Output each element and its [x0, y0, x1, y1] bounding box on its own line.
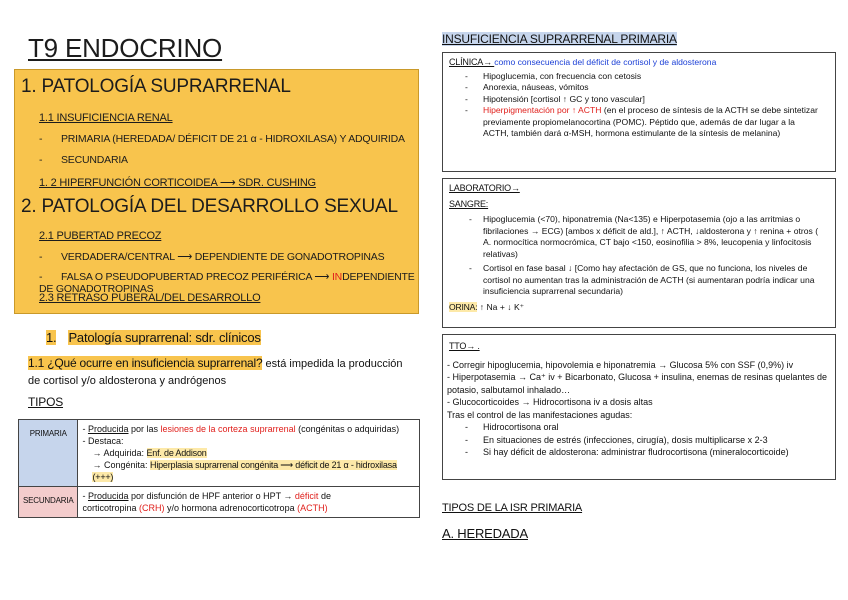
list-item: - Hiperpigmentación por ↑ ACTH (en el proceso de síntesis de la ACTH se debe sintetizar previamente propiomelanocortina (POMC). Péptido que, además de dar lugar a la ACTH, también dará α-MSH, hormona estimulante de la síntesis de melanina) — [443, 105, 835, 140]
list-item: - En situaciones de estrés (infecciones, cirugía), dosis multiplicarse x 2-3 — [443, 434, 835, 447]
clinica-list — [443, 71, 835, 140]
tipos-isr-heading: TIPOS DE LA ISR PRIMARIA — [442, 502, 583, 514]
sangre-label: SANGRE: — [449, 198, 489, 209]
list-item: - Hidrocortisona oral — [443, 421, 835, 434]
clinica-header: CLÍNICA→ como consecuencia del déficit de cortisol y de aldosterona — [449, 57, 717, 67]
secundaria-key: SECUNDARIA — [19, 487, 78, 518]
primaria-content: - Producida por las lesiones de la corteza suprarrenal (congénitas o adquiridas) - Destaca: → Adquirida: Enf. de Addison → Congénita: Hiperplasia suprarrenal congénita ⟶ déficit de 21 α - hidroxilasa (+++) — [78, 420, 420, 487]
right-title: INSUFICIENCIA SUPRARRENAL PRIMARIA — [442, 32, 677, 46]
primaria-key: PRIMARIA — [19, 420, 78, 487]
tto-line: - Glucocorticoides → Hidrocortisona iv a dosis altas — [447, 397, 653, 407]
clinica-box — [442, 52, 836, 172]
secundaria-content: - Producida por disfunción de HPF anterior o HPT → déficit de corticotropina (CRH) y/o hormona adrenocorticotropa (ACTH) — [78, 487, 420, 518]
section-heading: 1. Patología suprarrenal: sdr. clínicos — [46, 330, 261, 345]
outline-heading-2: 2. PATOLOGÍA DEL DESARROLLO SEXUAL — [21, 196, 398, 217]
list-item: - Hipoglucemia, con frecuencia con cetosis — [443, 71, 835, 83]
list-item: - Anorexia, náuseas, vómitos — [443, 82, 835, 94]
types-table — [18, 419, 420, 518]
sangre-list — [443, 214, 835, 298]
tratamiento-box — [442, 334, 836, 480]
outline-item-1-1: 1.1 INSUFICIENCIA RENAL — [39, 112, 173, 124]
question-paragraph: 1.1 ¿Qué ocurre en insuficiencia suprarrenal? está impedida la producción de cortisol y/o aldosterona y andrógenos — [28, 356, 403, 387]
list-item: - Cortisol en fase basal ↓ [Como hay afectación de GS, que no funciona, los niveles de cortisol no aumentan tras la administración de ACTH (si aumentaran podría indicar una insuficiencia suprarrenal secundaria) — [443, 263, 835, 298]
tto-list — [443, 421, 835, 459]
table-row — [19, 420, 420, 487]
outline-item-1-2: 1. 2 HIPERFUNCIÓN CORTICOIDEA ⟶ SDR. CUSHING — [39, 177, 316, 189]
orina-line: ORINA: ↑ Na + ↓ K⁺ — [449, 301, 525, 312]
outline-box — [14, 69, 419, 314]
tto-line: - Corregir hipoglucemia, hipovolemia e hiponatremia → Glucosa 5% con SSF (0,9%) iv — [447, 359, 794, 370]
laboratorio-header: LABORATORIO→ — [449, 183, 520, 193]
outline-item-2-1: 2.1 PUBERTAD PRECOZ — [39, 230, 162, 242]
outline-item-2-3: 2.3 RETRASO PUBERAL/DEL DESARROLLO — [39, 292, 261, 304]
list-item: - Si hay déficit de aldosterona: administrar fludrocortisona (mineralocorticoide) — [443, 446, 835, 459]
heredada-heading: A. HEREDADA — [442, 526, 528, 541]
outline-bullet-verdadera: - VERDADERA/CENTRAL ⟶ DEPENDIENTE DE GONADOTROPINAS — [39, 251, 385, 263]
table-row — [19, 487, 420, 518]
outline-bullet-secundaria: - SECUNDARIA — [39, 154, 128, 166]
outline-heading-1: 1. PATOLOGÍA SUPRARRENAL — [21, 76, 291, 97]
outline-bullet-falsa: - FALSA O PSEUDOPUBERTAD PRECOZ PERIFÉRICA ⟶ INDEPENDIENTE DE GONADOTROPINAS — [39, 271, 415, 295]
outline-bullet-primaria: - PRIMARIA (HEREDADA/ DÉFICIT DE 21 α - HIDROXILASA) Y ADQUIRIDA — [39, 133, 405, 145]
laboratorio-box — [442, 178, 836, 328]
tto-line: Tras el control de las manifestaciones agudas: — [447, 409, 633, 420]
tipos-heading: TIPOS — [28, 395, 64, 409]
tto-header: TTO→ . — [449, 341, 480, 351]
list-item: - Hipoglucemia (<70), hiponatremia (Na<135) e Hiperpotasemia (ojo a las arritmias o fibrilaciones → ECG) [ambos x déficit de ald.], ↑ ACTH, ↓aldosterona y ↑ renina + otros ( A. normocítica normocrómica, CT bajo <150, eosinofilia > 8%, leucopenia y linfocitosis relativas) — [443, 214, 835, 260]
page-title: T9 ENDOCRINO — [28, 33, 223, 63]
list-item: - Hipotensión [cortisol ↑ GC y tono vascular] — [443, 94, 835, 106]
tto-line: - Hiperpotasemia → Ca⁺ iv + Bicarbonato, Glucosa + insulina, enemas de resinas quelantes de potasio, salbutamol inhalado… — [447, 372, 827, 395]
